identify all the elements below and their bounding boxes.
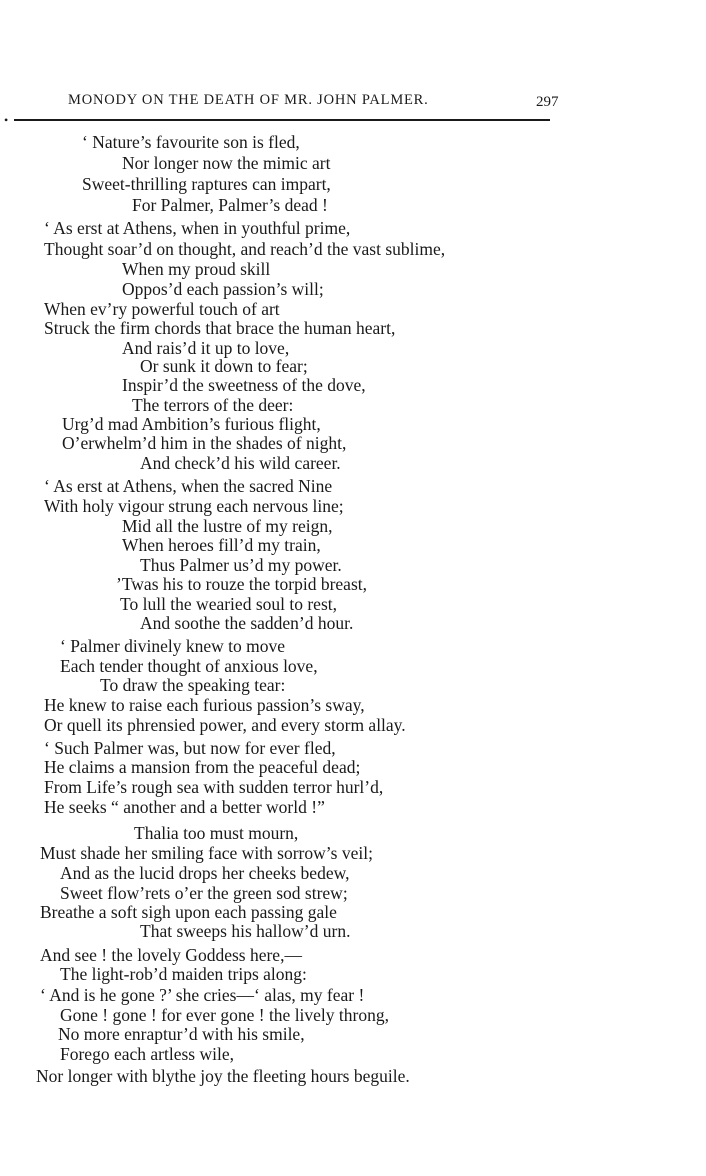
poem-line: Mid all the lustre of my reign, [122, 516, 333, 536]
poem-line: ‘ Such Palmer was, but now for ever fled, [44, 738, 336, 758]
poem-line: From Life’s rough sea with sudden terror hurl’d, [44, 777, 384, 797]
poem-line: And rais’d it up to love, [122, 338, 290, 358]
poem-line: Forego each artless wile, [60, 1044, 234, 1064]
poem-line: Sweet flow’rets o’er the green sod strew; [60, 883, 348, 903]
poem-line: Thus Palmer us’d my power. [140, 555, 342, 575]
poem-line: He seeks “ another and a better world !” [44, 797, 325, 817]
poem-line: Nor longer with blythe joy the fleeting hours beguile. [36, 1066, 410, 1086]
poem-line: He knew to raise each furious passion’s sway, [44, 695, 365, 715]
poem-line: Struck the firm chords that brace the human heart, [44, 318, 396, 338]
poem-line: Oppos’d each passion’s will; [122, 279, 324, 299]
poem-line: The light-rob’d maiden trips along: [60, 964, 307, 984]
poem-line: ‘ Palmer divinely knew to move [60, 636, 286, 656]
poem-line: Or quell its phrensied power, and every storm allay. [44, 715, 406, 735]
poem-line: ‘ Nature’s favourite son is fled, [82, 132, 300, 152]
poem-line: Gone ! gone ! for ever gone ! the lively throng, [60, 1005, 389, 1025]
poem-line: And soothe the sadden’d hour. [140, 613, 354, 633]
poem-line: Nor longer now the mimic art [122, 153, 331, 173]
poem-line: No more enraptur’d with his smile, [58, 1024, 305, 1044]
poem-line: O’erwhelm’d him in the shades of night, [62, 433, 347, 453]
poem-line: When ev’ry powerful touch of art [44, 299, 280, 319]
margin-mark: • [4, 113, 9, 127]
poem-line: To lull the wearied soul to rest, [120, 594, 337, 614]
poem-line: And see ! the lovely Goddess here,— [40, 945, 302, 965]
poem-line: Must shade her smiling face with sorrow’s veil; [40, 843, 373, 863]
poem-line: When heroes fill’d my train, [122, 535, 321, 555]
poem-line: And check’d his wild career. [140, 453, 341, 473]
poem-line: Thought soar’d on thought, and reach’d the vast sublime, [44, 239, 446, 259]
poem-line: ‘ And is he gone ?’ she cries—‘ alas, my fear ! [40, 985, 365, 1005]
poem-line: When my proud skill [122, 259, 271, 279]
poem-line: To draw the speaking tear: [100, 675, 286, 695]
poem-line: Each tender thought of anxious love, [60, 656, 318, 676]
poem-line: Sweet-thrilling raptures can impart, [82, 174, 331, 194]
poem-line: And as the lucid drops her cheeks bedew, [60, 863, 350, 883]
poem-line: He claims a mansion from the peaceful dead; [44, 757, 361, 777]
poem-line: ’Twas his to rouze the torpid breast, [116, 574, 367, 594]
poem-line: Inspir’d the sweetness of the dove, [122, 375, 366, 395]
poem-line: ‘ As erst at Athens, when in youthful prime, [44, 218, 351, 238]
poem-line: That sweeps his hallow’d urn. [140, 921, 351, 941]
poem-line: ‘ As erst at Athens, when the sacred Nine [44, 476, 333, 496]
running-title: MONODY ON THE DEATH OF MR. JOHN PALMER. [68, 92, 429, 108]
poem-line: For Palmer, Palmer’s dead ! [132, 195, 328, 215]
page-number: 297 [536, 94, 559, 110]
poem-line: Urg’d mad Ambition’s furious flight, [62, 414, 321, 434]
poem-line: Or sunk it down to fear; [140, 356, 308, 376]
poem-line: With holy vigour strung each nervous line; [44, 496, 344, 516]
poem-line: Breathe a soft sigh upon each passing gale [40, 902, 337, 922]
poem-line: Thalia too must mourn, [134, 823, 299, 843]
poem-line: The terrors of the deer: [132, 395, 294, 415]
